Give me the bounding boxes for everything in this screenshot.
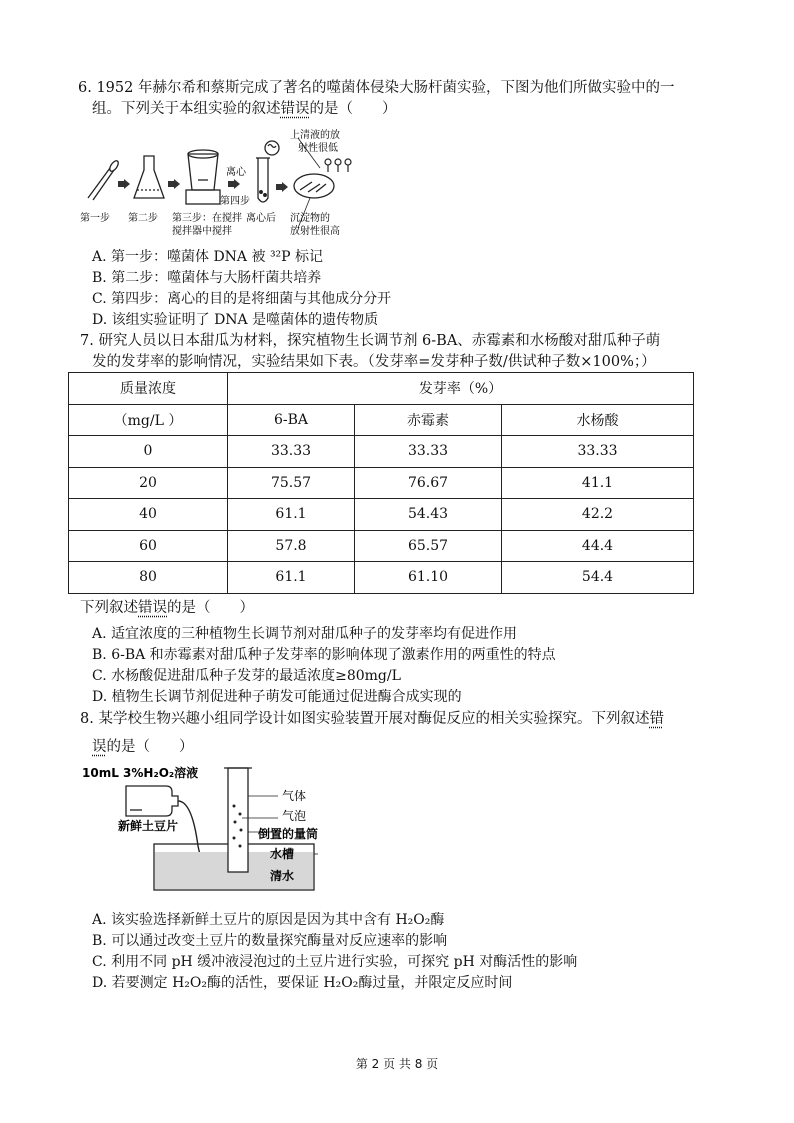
dropper-icon xyxy=(88,159,120,200)
table-cell: 42.2 xyxy=(502,499,694,531)
arrow-icon xyxy=(228,179,240,189)
top-label-1: 上清液的放 xyxy=(290,130,340,141)
table-cell: 20 xyxy=(69,467,228,499)
q7-option-b: B. 6-BA 和赤霉素对甜瓜种子发芽率的影响体现了激素作用的两重性的特点 xyxy=(92,647,556,663)
table-cell: 54.43 xyxy=(355,499,502,531)
table-header-rate: 发芽率（%） xyxy=(228,373,694,405)
table-header-6ba: 6-BA xyxy=(228,404,355,436)
q6-option-c: C. 第四步：离心的目的是将细菌与其他成分分开 xyxy=(92,291,392,307)
table-row xyxy=(69,436,694,468)
flask-icon xyxy=(134,156,164,198)
step2-label: 第二步 xyxy=(128,213,158,224)
bubble-label: 气泡 xyxy=(282,809,307,823)
q6-option-d: D. 该组实验证明了 DNA 是噬菌体的遗传物质 xyxy=(92,312,379,328)
phage-icon xyxy=(325,159,351,172)
q8-option-c: C. 利用不同 pH 缓冲液浸泡过的土豆片进行实验，可探究 pH 对酶活性的影响 xyxy=(92,954,578,970)
table-row xyxy=(69,499,694,531)
top-label-2: 射性很低 xyxy=(298,143,338,154)
measuring-cylinder xyxy=(228,768,248,872)
table-header-salicylic: 水杨酸 xyxy=(502,404,694,436)
q6-option-a: A. 第一步：噬菌体 DNA 被 ³²P 标记 xyxy=(92,249,324,265)
q8-stem-line1: 8. 某学校生物兴趣小组同学设计如图实验装置开展对酶促反应的相关实验探究。下列叙述错 xyxy=(80,711,664,727)
q6-figure xyxy=(80,128,360,244)
blender-icon xyxy=(186,150,220,204)
step1-label: 第一步 xyxy=(80,213,110,224)
centrifuge-tube-icon xyxy=(256,158,270,202)
q7-stem-line1: 7. 研究人员以日本甜瓜为材料，探究植物生长调节剂 6-BA、赤霉素和水杨酸对甜瓜种子萌 xyxy=(80,333,661,349)
table-cell: 33.33 xyxy=(228,436,355,468)
table-cell: 76.67 xyxy=(355,467,502,499)
arrow-icon xyxy=(276,182,288,192)
q8-option-b: B. 可以通过改变土豆片的数量探究酶量对反应速率的影响 xyxy=(92,933,448,949)
q7-option-d: D. 植物生长调节剂促进种子萌发可能通过促进酶合成实现的 xyxy=(92,689,462,705)
q6-stem-line1: 6. 1952 年赫尔希和蔡斯完成了著名的噬菌体侵染大肠杆菌实验，下图为他们所做实验中的一 xyxy=(78,80,675,96)
table-cell: 44.4 xyxy=(502,530,694,562)
bottom-label-1: 沉淀物的 xyxy=(290,213,330,224)
bacteria-icon xyxy=(294,174,334,198)
table-cell: 61.1 xyxy=(228,562,355,594)
table-header-row xyxy=(69,373,694,405)
q8-stem-line2: 误的是（ ） xyxy=(92,739,194,755)
table-cell: 61.10 xyxy=(355,562,502,594)
q7-option-c: C. 水杨酸促进甜瓜种子发芽的最适浓度≥80mg/L xyxy=(92,668,401,684)
magnifier-icon xyxy=(265,141,279,155)
centrifuge-label: 离心 xyxy=(226,167,246,178)
q8-figure xyxy=(82,766,342,896)
q8-option-d: D. 若要测定 H₂O₂酶的活性，要保证 H₂O₂酶过量，并限定反应时间 xyxy=(92,975,513,991)
arrow-icon xyxy=(118,179,130,189)
q7-option-a: A. 适宜浓度的三种植物生长调节剂对甜瓜种子的发芽率均有促进作用 xyxy=(92,626,518,642)
cylinder-label: 倒置的量筒 xyxy=(258,827,319,841)
step3-label-1: 第三步：在搅拌 xyxy=(172,213,242,224)
table-cell: 40 xyxy=(69,499,228,531)
bottom-label-2: 放射性很高 xyxy=(290,226,340,237)
table-header-row xyxy=(69,404,694,436)
water-label: 清水 xyxy=(270,869,295,883)
q7-stem-line2: 发的发芽率的影响情况，实验结果如下表。（发芽率=发芽种子数/供试种子数×100%；） xyxy=(92,354,656,370)
q6-stem-line2: 组。下列关于本组实验的叙述错误的是（ ） xyxy=(92,101,397,117)
table-row xyxy=(69,562,694,594)
table-cell: 33.33 xyxy=(502,436,694,468)
gas-label: 气体 xyxy=(282,789,307,803)
germination-table xyxy=(68,372,694,594)
table-cell: 54.4 xyxy=(502,562,694,594)
trough-label: 水槽 xyxy=(270,847,295,861)
table-cell: 65.57 xyxy=(355,530,502,562)
table-row xyxy=(69,467,694,499)
after-label: 离心后 xyxy=(246,213,276,224)
table-header-unit: （mg/L ） xyxy=(69,404,228,436)
table-row xyxy=(69,530,694,562)
solution-label: 10mL 3%H₂O₂溶液 xyxy=(82,766,199,780)
table-cell: 75.57 xyxy=(228,467,355,499)
arrow-icon xyxy=(168,179,180,189)
potato-label: 新鲜土豆片 xyxy=(118,819,179,833)
table-cell: 0 xyxy=(69,436,228,468)
q6-option-b: B. 第二步：噬菌体与大肠杆菌共培养 xyxy=(92,270,322,286)
table-header-conc: 质量浓度 xyxy=(69,373,228,405)
bottle-icon xyxy=(126,786,178,816)
table-cell: 80 xyxy=(69,562,228,594)
table-cell: 41.1 xyxy=(502,467,694,499)
step4-label: 第四步 xyxy=(220,196,250,207)
page-footer: 第 2 页 共 8 页 xyxy=(355,1057,439,1071)
table-cell: 57.8 xyxy=(228,530,355,562)
table-header-gibberellin: 赤霉素 xyxy=(355,404,502,436)
q7-question: 下列叙述错误的是（ ） xyxy=(80,600,254,616)
q8-option-a: A. 该实验选择新鲜土豆片的原因是因为其中含有 H₂O₂酶 xyxy=(92,912,445,928)
table-cell: 61.1 xyxy=(228,499,355,531)
table-cell: 60 xyxy=(69,530,228,562)
step3-label-2: 搅拌器中搅拌 xyxy=(172,226,232,237)
table-cell: 33.33 xyxy=(355,436,502,468)
